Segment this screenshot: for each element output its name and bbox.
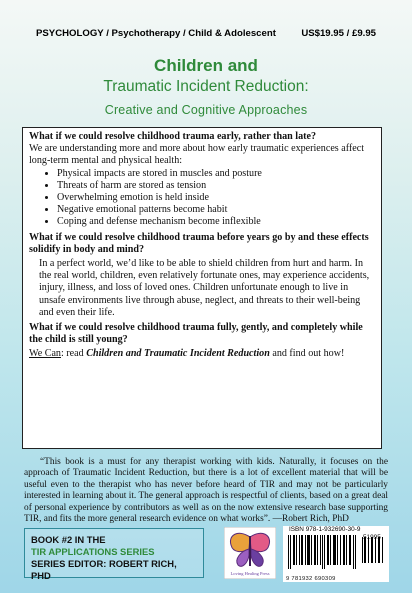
- series-box: [24, 528, 204, 581]
- answer-mid: : read: [60, 348, 87, 360]
- list-item: • Coping and defense mechanism become inflexible: [57, 216, 376, 228]
- series-line3: SERIES EDITOR: ROBERT RICH, PHD: [31, 558, 177, 581]
- book-subtitle: Creative and Cognitive Approaches: [104, 103, 308, 117]
- answer-lead: We Can: [29, 348, 61, 360]
- intro-text: We are understanding more and more about how early traumatic experiences affect long-term mental and physical health:: [29, 143, 365, 167]
- question-2: What if we could resolve childhood trauma before years go by and these effects solidify in body and mind?: [29, 231, 369, 255]
- endorsement-quote: [24, 457, 388, 525]
- publisher-name: Loving Healing Press: [230, 571, 270, 576]
- question-1: What if we could resolve childhood trauma early, rather than late?: [29, 131, 317, 142]
- barcode-icon: [286, 535, 386, 575]
- top-bar: [36, 28, 376, 40]
- publisher-logo: [224, 527, 276, 579]
- book-title-line2: Traumatic Incident Reduction:: [103, 78, 309, 95]
- answer-title: Children and Traumatic Incident Reduction: [86, 348, 270, 360]
- answer-line: [29, 348, 376, 360]
- effects-list: [29, 168, 376, 229]
- list-item: • Negative emotional patterns become habit: [57, 204, 376, 216]
- answer-tail: and find out how!: [269, 348, 345, 360]
- list-item: • Threats of harm are stored as tension: [57, 180, 376, 192]
- barcode-digits: 9 781932 690309: [286, 576, 336, 582]
- question-3: What if we could resolve childhood trauma fully, gently, and completely while the child is still young?: [29, 322, 363, 346]
- price-label: US$19.95 / £9.95: [301, 28, 376, 39]
- category-label: PSYCHOLOGY / Psychotherapy / Child & Adolescent: [36, 28, 276, 39]
- list-item: • Physical impacts are stored in muscles and posture: [57, 168, 376, 180]
- list-item: • Overwhelming emotion is held inside: [57, 192, 376, 204]
- butterfly-icon: [230, 533, 269, 566]
- series-line2: TIR APPLICATIONS SERIES: [31, 546, 155, 557]
- quote-text: “This book is a must for any therapist working with kids. Naturally, it focuses on the approach of Traumatic Incident Reduction, but there is a lot of excellent material that will be useful even to the therapist who has never before heard of TIR and may not be particularly interested in learning about it. The general approach is respectful of clients, based on a great deal of personal experience by contributors as well as on the now extensive research base supporting TIR, and fits the more general research evidence on what works”. —Robert Rich, PhD: [24, 457, 388, 525]
- description-box: [22, 127, 382, 449]
- book-title-line1: Children and: [154, 56, 258, 75]
- series-line1: BOOK #2 IN THE: [31, 534, 106, 545]
- isbn-number: ISBN 978-1-932690-30-9: [289, 526, 361, 533]
- paragraph-2: In a perfect world, we’d like to be able to shield children from hurt and harm. In the real world, children, even relatively fortunate ones, may experience accidents, injury, illness, and loss of loved ones. Children unfortunate enough to live in unsafe environments live through abuse, neglect, and threats to their well-being and even their life.: [39, 258, 370, 318]
- barcode-block: [283, 526, 389, 582]
